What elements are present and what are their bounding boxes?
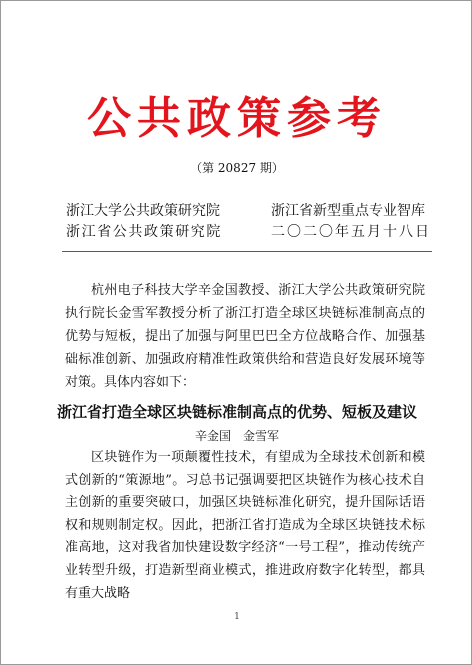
think-tank-label: 浙江省新型重点专业智库 xyxy=(271,203,425,219)
article-title: 浙江省打造全球区块链标准制高点的优势、短板及建议 xyxy=(56,403,417,421)
editor-summary xyxy=(65,279,425,394)
publisher-line-2: 浙江省公共政策研究院 xyxy=(66,224,222,240)
header-divider xyxy=(62,251,432,252)
summary-paragraph: 杭州电子科技大学辛金国教授、浙江大学公共政策研究院执行院长金雪军教授分析了浙江打造全球区块链标准制高点的优势与短板，提出了加强与阿里巴巴全方位战略合作、加强基础标准创新、加强政府精准性政策供给和营造良好发展环境等对策。具体内容如下： xyxy=(65,283,425,390)
masthead-title: 公共政策参考 xyxy=(87,93,387,144)
page-number: 1 xyxy=(234,612,240,622)
publisher-line-1: 浙江大学公共政策研究院 xyxy=(66,203,220,219)
publish-date: 二〇二〇年五月十八日 xyxy=(271,224,431,240)
issue-number: （第 20827 期） xyxy=(190,161,284,175)
think-tank-date-block xyxy=(271,201,431,243)
publisher-block xyxy=(66,201,222,243)
article-authors: 辛金国 金雪军 xyxy=(194,429,279,443)
article-paragraph: 区块链作为一项颠覆性技术，有望成为全球技术创新和模式创新的“策源地”。习总书记强调要把区块链作为核心技术自主创新的重要突破口，加强区块链标准化研究，提升国际话语权和规则制定权。因此，把浙江省打造成为全球区块链技术标准高地，这对我省加快建设数字经济“一号工程”，推动传统产业转型升级，打造新型商业模式，推进政府数字化转型，都具有重大战略 xyxy=(65,450,425,601)
article-body xyxy=(65,447,425,605)
